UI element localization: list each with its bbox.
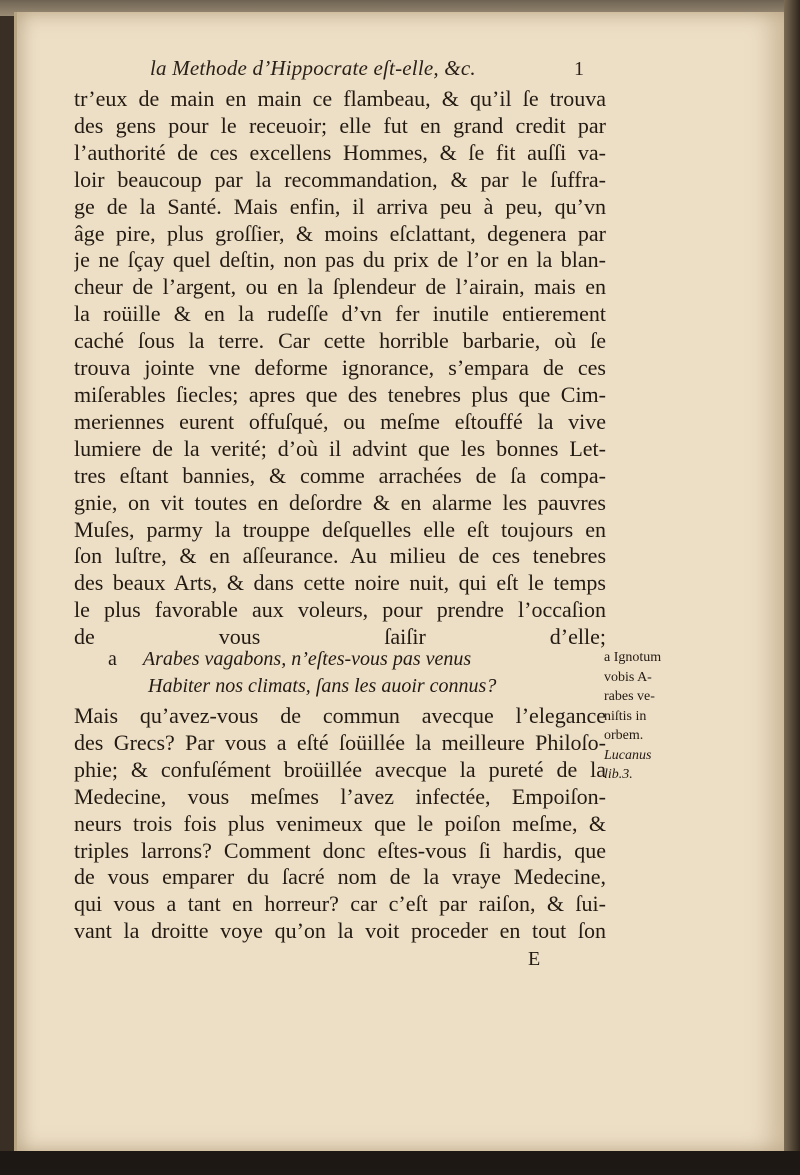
text-line: phie; & confuſément broüillée avecque la pureté de la (74, 756, 606, 782)
text-line: triples larrons? Comment donc eſtes-vous ſi hardis, que (74, 837, 606, 863)
verse-quote-line-1 (108, 648, 578, 671)
text-line: des beaux Arts, & dans cette noire nuit, qui eſt le temps (74, 570, 606, 596)
text-line: je ne ſçay quel deſtin, non pas du prix de l’or en la blan- (74, 247, 606, 273)
text-line: gnie, on vit toutes en deſordre & en alarme les pauvres (74, 489, 606, 515)
text-line: Muſes, parmy la trouppe deſquelles elle eſt toujours en (74, 516, 606, 542)
verse-quote-line-2 (148, 675, 618, 698)
text-line: de vous ſaiſir d’elle; (74, 624, 606, 650)
text-line: Mais qu’avez-vous de commun avecque l’elegance (74, 703, 606, 728)
text-line: lumiere de la verité; d’où il advint que les bonnes Let- (74, 435, 606, 461)
text-line: ge de la Santé. Mais enfin, il arriva peu à peu, qu’vn (74, 193, 606, 219)
text-line: la roüille & en la rudeſſe d’vn fer inutile entierement (74, 301, 606, 327)
scan-background-bottom (0, 1151, 800, 1175)
verse-text: Habiter nos climats, ſans les auoir connus? (148, 675, 497, 697)
text-line: des gens pour le receuoir; elle fut en grand credit par (74, 112, 606, 138)
text-line: loir beaucoup par la recommandation, & par le ſuffra- (74, 166, 606, 192)
note-marker: a (108, 648, 117, 670)
catchword: E (528, 948, 541, 970)
text-line: rabes ve- (604, 689, 655, 704)
text-line: niſtis in (604, 708, 647, 724)
text-line: a Ignotum (604, 650, 662, 665)
text-line: neurs trois fois plus venimeux que le poiſon meſme, & (74, 810, 606, 836)
page-edge (784, 0, 800, 1175)
text-line: trouva jointe vne deforme ignorance, s’empara de ces (74, 355, 606, 381)
text-line: ſon luſtre, & en aſſeurance. Au milieu de ces tenebres (74, 543, 606, 569)
text-line: orbem. (604, 728, 644, 743)
text-line: lib.3. (604, 767, 633, 782)
running-head: la Methode d’Hippocrate eſt-elle, &c. (150, 56, 476, 80)
verse-text: Arabes vagabons, n’eſtes-vous pas venus (142, 648, 472, 670)
text-line: vobis A- (604, 669, 652, 685)
margin-note (604, 648, 684, 785)
text-line: vant la droitte voye qu’on la voit proceder en tout ſon (74, 918, 606, 944)
page-number: 1 (574, 58, 584, 80)
text-line: cheur de l’argent, ou en la ſplendeur de l’airain, mais en (74, 274, 606, 300)
text-line: tres eſtant bannies, & comme arrachées de ſa compa- (74, 462, 606, 488)
text-line: meriennes eurent offuſqué, ou meſme eſtouffé la vive (74, 408, 606, 434)
main-text-block (74, 86, 606, 651)
text-line: âge pire, plus groſſier, & moins eſclattant, degenera par (74, 220, 606, 246)
text-line: des Grecs? Par vous a eſté ſoüillée la meilleure Philoſo- (74, 729, 606, 755)
text-line: de vous emparer du ſacré nom de la vraye Medecine, (74, 864, 606, 890)
text-line: tr’eux de main en main ce flambeau, & qu’il ſe trouva (74, 86, 606, 111)
text-line: qui vous a tant en horreur? car c’eſt par raiſon, & ſui- (74, 891, 606, 917)
text-line: le plus favorable aux voleurs, pour prendre l’occaſion (74, 597, 606, 623)
text-line: miſerables ſiecles; apres que des tenebres plus que Cim- (74, 381, 606, 407)
text-line: l’authorité de ces excellens Hommes, & ſe fit auſſi va- (74, 139, 606, 165)
text-line: caché ſous la terre. Car cette horrible barbarie, où ſe (74, 328, 606, 354)
text-line: Lucanus (604, 747, 652, 763)
main-text-block-2 (74, 703, 606, 945)
text-line: Medecine, vous meſmes l’avez infectée, Empoiſon- (74, 783, 606, 809)
